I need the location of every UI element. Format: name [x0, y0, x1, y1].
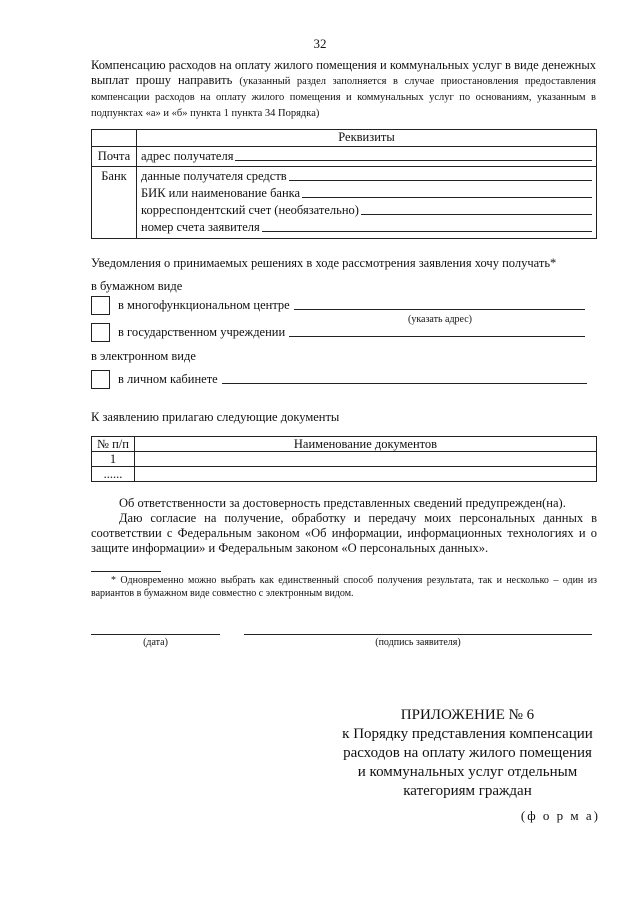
- paper-label: в бумажном виде: [91, 279, 183, 293]
- bank-account-field[interactable]: номер счета заявителя: [141, 218, 592, 235]
- table-row: [92, 452, 597, 467]
- appendix-title: ПРИЛОЖЕНИЕ № 6: [400, 707, 535, 723]
- intro-main: Компенсацию расходов на оплату жилого помещения и коммунальных услуг в виде денежных выплат прошу направить: [91, 58, 596, 87]
- requisites-header: Реквизиты: [137, 130, 597, 147]
- signature-label: (подпись заявителя): [375, 637, 461, 648]
- gov-checkbox[interactable]: [91, 323, 110, 347]
- date-label: (дата): [143, 637, 168, 648]
- cabinet-checkbox[interactable]: [91, 370, 110, 394]
- document-name-cell[interactable]: [135, 467, 597, 482]
- requisites-table: [91, 129, 597, 239]
- form-label: (ф о р м а): [520, 808, 600, 823]
- col-name-header: Наименование документов: [135, 437, 597, 452]
- row-number: 1: [92, 452, 135, 467]
- bank-bik-field[interactable]: БИК или наименование банка: [141, 184, 592, 201]
- cabinet-field[interactable]: в личном кабинете: [118, 370, 587, 387]
- appendix-block: [330, 706, 605, 801]
- gov-address-field[interactable]: в государственном учреждении: [118, 323, 585, 340]
- responsibility-text: Об ответственности за достоверность представленных сведений предупрежден(на).: [119, 496, 566, 510]
- col-num-header: № п/п: [92, 437, 135, 452]
- mfc-checkbox[interactable]: [91, 296, 110, 320]
- footnote-divider: [91, 571, 161, 572]
- post-address-field[interactable]: адрес получателя: [141, 147, 592, 164]
- date-line[interactable]: [91, 634, 220, 635]
- mfc-address-field[interactable]: в многофункциональном центре: [118, 296, 585, 313]
- appendix-line: категориям граждан: [403, 783, 532, 799]
- document-name-cell[interactable]: [135, 452, 597, 467]
- bank-label: Банк: [92, 167, 137, 239]
- table-row: [92, 467, 597, 482]
- documents-heading: К заявлению прилагаю следующие документы: [91, 410, 340, 424]
- row-number: ......: [92, 467, 135, 482]
- intro-note: (указанный раздел заполняется в случае приостановления предоставления компенсации расходов на оплату жилого помещения и коммунальных услуг по основаниям, указанным в подпунктах «а» и «б» пункта 1 пункта 34 Порядка): [91, 76, 596, 119]
- consent-text: Даю согласие на получение, обработку и передачу моих персональных данных в соответствии с Федеральным законом «Об информации, информационных технологиях и о защите информации» и Федеральным законом «О персональных данных».: [91, 511, 597, 555]
- signature-line[interactable]: [244, 634, 592, 635]
- electronic-label: в электронном виде: [91, 349, 196, 363]
- page-number: 32: [313, 36, 327, 51]
- intro-paragraph: [91, 58, 596, 121]
- appendix-line: и коммунальных услуг отдельным: [357, 764, 578, 780]
- footnote-text: * Одновременно можно выбрать как единственный способ получения результата, так и несколько – один из вариантов в бумажном виде совместно с электронным видом.: [91, 575, 597, 599]
- bank-corr-account-field[interactable]: корреспондентский счет (необязательно): [141, 201, 592, 218]
- appendix-line: расходов на оплату жилого помещения: [343, 745, 592, 761]
- address-hint: (указать адрес): [407, 314, 473, 325]
- bank-recipient-field[interactable]: данные получателя средств: [141, 167, 592, 184]
- notifications-heading: Уведомления о принимаемых решениях в ходе рассмотрения заявления хочу получать*: [91, 256, 557, 270]
- appendix-line: к Порядку представления компенсации: [342, 726, 593, 742]
- documents-table: [91, 436, 597, 482]
- post-label: Почта: [92, 147, 137, 167]
